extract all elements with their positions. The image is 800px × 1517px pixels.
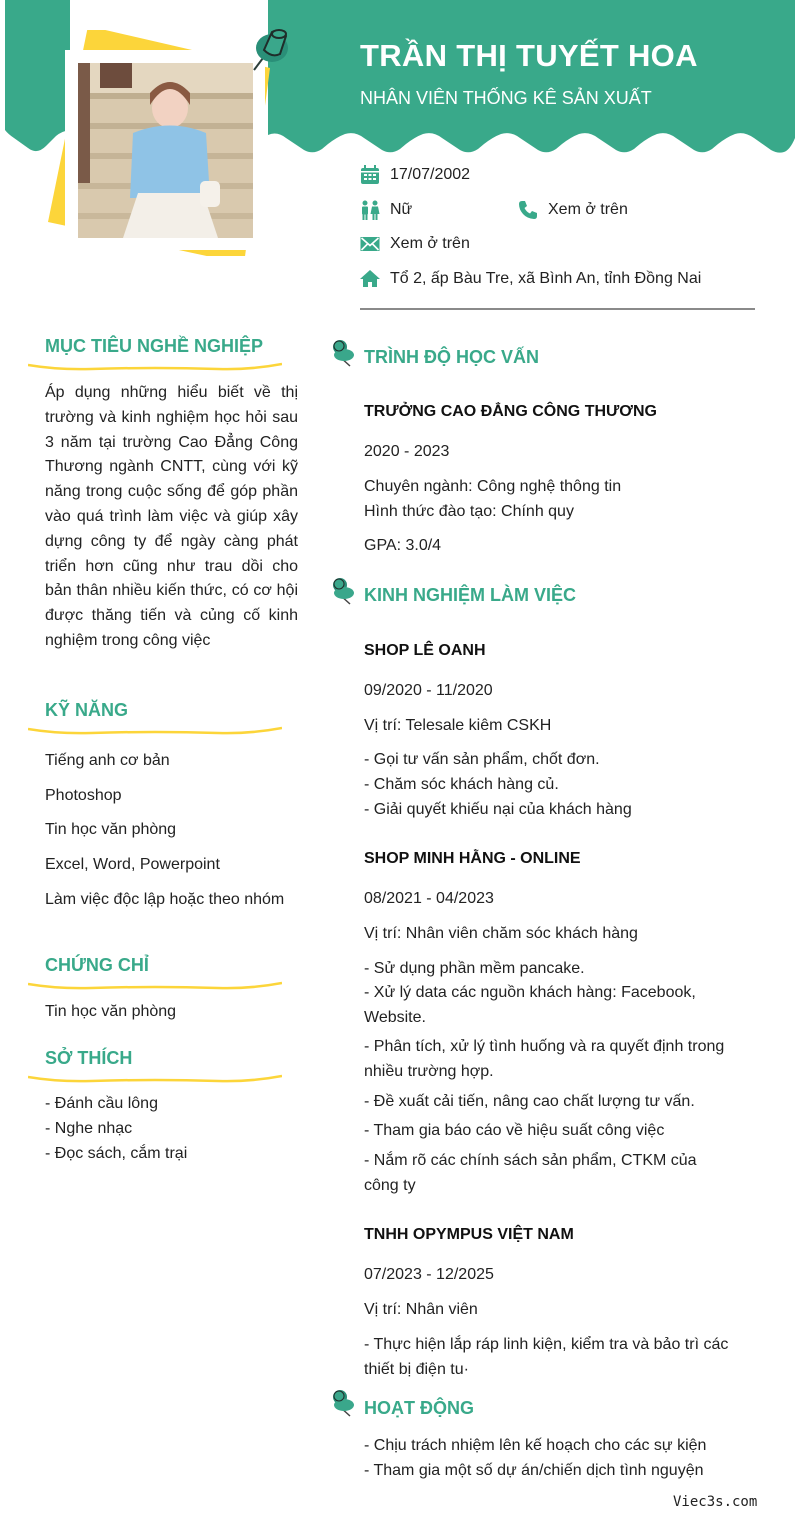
- hobby-item: - Đọc sách, cắm trại: [45, 1145, 188, 1162]
- section-title-experience: KINH NGHIỆM LÀM VIỆC: [364, 585, 577, 605]
- job-duty: - Tham gia báo cáo về hiệu suất công việc: [364, 1122, 665, 1139]
- activity-item: - Tham gia một số dự án/chiến dịch tình nguyện: [364, 1462, 704, 1479]
- skill-item: Làm việc độc lập hoặc theo nhóm: [45, 891, 285, 908]
- job-duty: - Thực hiện lắp ráp linh kiện, kiểm tra và bảo trì các thiết bị điện tu·: [364, 1336, 729, 1378]
- hobby-item: - Đánh cầu lông: [45, 1095, 158, 1112]
- pushpin-icon: [330, 1389, 356, 1417]
- birthday-value: 17/07/2002: [390, 166, 471, 183]
- gender-value: Nữ: [390, 201, 413, 218]
- job-duty: - Giải quyết khiếu nại của khách hàng: [364, 801, 632, 818]
- contact-divider: [360, 308, 755, 310]
- company-name: SHOP LÊ OANH: [364, 642, 486, 659]
- contact-gender: [360, 200, 412, 220]
- job-duty: - Gọi tư vấn sản phẩm, chốt đơn.: [364, 751, 600, 768]
- candidate-name: TRẦN THỊ TUYẾT HOA: [360, 38, 698, 73]
- contact-email: [360, 234, 470, 254]
- skill-item: Tin học văn phòng: [45, 821, 177, 838]
- section-title-activities: HOẠT ĐỘNG: [364, 1398, 474, 1418]
- job-duty: - Đề xuất cải tiến, nâng cao chất lượng tư vấn.: [364, 1093, 695, 1110]
- mail-icon: [360, 234, 380, 254]
- job-duty: - Xử lý data các nguồn khách hàng: Facebook, Website.: [364, 984, 696, 1026]
- hobby-item: - Nghe nhạc: [45, 1120, 133, 1137]
- skill-item: Photoshop: [45, 787, 122, 804]
- education-gpa: GPA: 3.0/4: [364, 537, 442, 554]
- job-position: Vị trí: Nhân viên: [364, 1301, 478, 1318]
- company-name: TNHH OPYMPUS VIỆT NAM: [364, 1226, 574, 1243]
- section-title-certificates: CHỨNG CHỈ: [45, 955, 149, 975]
- gender-icon: [360, 200, 380, 220]
- school-name: TRƯỞNG CAO ĐẲNG CÔNG THƯƠNG: [364, 403, 657, 420]
- job-title: NHÂN VIÊN THỐNG KÊ SẢN XUẤT: [360, 88, 652, 108]
- job-period: 07/2023 - 12/2025: [364, 1266, 494, 1283]
- job-duty: - Chăm sóc khách hàng củ.: [364, 776, 559, 793]
- section-title-hobbies: SỞ THÍCH: [45, 1048, 133, 1068]
- job-position: Vị trí: Telesale kiêm CSKH: [364, 717, 552, 734]
- address-value: Tổ 2, ấp Bàu Tre, xã Bình An, tỉnh Đồng Nai: [390, 270, 702, 287]
- education-period: 2020 - 2023: [364, 443, 450, 460]
- email-value: Xem ở trên: [390, 235, 470, 252]
- job-period: 09/2020 - 11/2020: [364, 682, 493, 699]
- contact-phone: [518, 200, 628, 220]
- objective-text: Áp dụng những hiểu biết về thị trường và kinh nghiệm học hỏi sau 3 năm tại trường Cao Đẳng Công Thương ngành CNTT, cùng với kỹ năng trong cuộc sống để góp phần vào quá trình làm việc và giúp xây dựng công ty để ngày càng phát triển hơn cũng như trau dồi cho bản thân nhiều kiến thức, có cơ hội được thăng tiến và củng cố kinh nghiệm trong công việc: [45, 384, 298, 649]
- calendar-icon: [360, 165, 380, 185]
- skill-item: Tiếng anh cơ bản: [45, 752, 170, 769]
- pushpin-icon: [330, 339, 356, 367]
- job-duty: - Phân tích, xử lý tình huống và ra quyết định trong nhiều trường hợp.: [364, 1038, 725, 1080]
- watermark: Viec3s.com: [673, 1494, 758, 1510]
- phone-value: Xem ở trên: [548, 201, 628, 218]
- contact-birthday: [360, 165, 470, 185]
- pushpin-icon: [330, 577, 356, 605]
- wave-divider: [28, 361, 282, 373]
- education-mode: Hình thức đào tạo: Chính quy: [364, 503, 574, 520]
- company-name: SHOP MINH HẰNG - ONLINE: [364, 850, 581, 867]
- wave-divider: [28, 980, 282, 992]
- section-title-skills: KỸ NĂNG: [45, 700, 129, 720]
- wave-divider: [28, 725, 282, 737]
- home-icon: [360, 269, 380, 289]
- phone-icon: [518, 200, 538, 220]
- job-duty: - Nắm rõ các chính sách sản phẩm, CTKM của công ty: [364, 1152, 697, 1194]
- section-title-objective: MỤC TIÊU NGHỀ NGHIỆP: [45, 336, 264, 356]
- contact-address: [360, 269, 701, 289]
- wave-divider: [28, 1073, 282, 1085]
- certificate-item: Tin học văn phòng: [45, 1003, 177, 1020]
- activity-item: - Chịu trách nhiệm lên kế hoạch cho các sự kiện: [364, 1437, 707, 1454]
- section-title-education: TRÌNH ĐỘ HỌC VẤN: [364, 347, 539, 367]
- job-duty: - Sử dụng phần mềm pancake.: [364, 960, 585, 977]
- skill-item: Excel, Word, Powerpoint: [45, 856, 220, 873]
- job-period: 08/2021 - 04/2023: [364, 890, 494, 907]
- pushpin-icon: [250, 24, 292, 72]
- education-major: Chuyên ngành: Công nghệ thông tin: [364, 478, 622, 495]
- job-position: Vị trí: Nhân viên chăm sóc khách hàng: [364, 925, 638, 942]
- profile-photo: [78, 63, 253, 238]
